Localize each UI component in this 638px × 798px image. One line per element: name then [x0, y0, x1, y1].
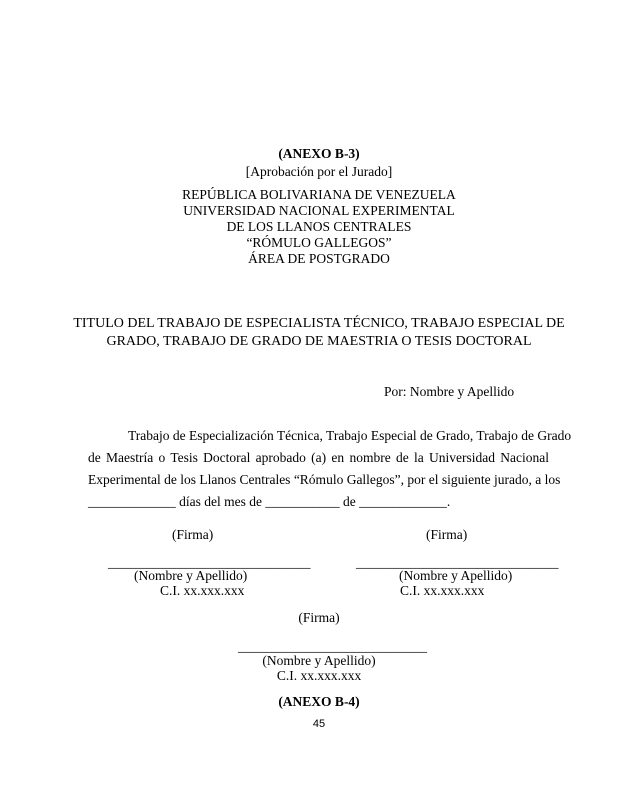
left-signature-line: ______________________________: [108, 555, 311, 570]
institution-line-4: “RÓMULO GALLEGOS”: [246, 235, 392, 250]
institution-line-5: ÁREA DE POSTGRADO: [248, 251, 390, 266]
left-signature-name: (Nombre y Apellido): [134, 568, 248, 583]
work-title-line-2: GRADO, TRABAJO DE GRADO DE MAESTRIA O TESIS DOCTORAL: [106, 334, 532, 349]
body-line-4: _____________ días del mes de ___________ de _____________.: [88, 494, 451, 509]
right-signature-line: ______________________________: [356, 555, 559, 570]
author-line: Por: Nombre y Apellido: [384, 384, 515, 399]
body-line-1: Trabajo de Especialización Técnica, Trabajo Especial de Grado, Trabajo de Grado: [128, 428, 572, 443]
center-signature-line: ____________________________: [238, 639, 427, 654]
body-line-2: de Maestría o Tesis Doctoral aprobado (a) en nombre de la Universidad Nacional: [88, 450, 549, 465]
left-signature-ci: C.I. xx.xxx.xxx: [160, 583, 245, 598]
body-line-3: Experimental de los Llanos Centrales “Rómulo Gallegos”, por el siguiente jurado, a los: [88, 472, 561, 487]
left-signature-firma: (Firma): [172, 527, 214, 542]
institution-line-2: UNIVERSIDAD NACIONAL EXPERIMENTAL: [183, 203, 455, 218]
institution-line-1: REPÚBLICA BOLIVARIANA DE VENEZUELA: [182, 187, 456, 202]
center-signature-firma: (Firma): [298, 610, 340, 625]
next-annex-title: (ANEXO B-4): [278, 694, 360, 709]
annex-subtitle: [Aprobación por el Jurado]: [245, 164, 393, 179]
right-signature-ci: C.I. xx.xxx.xxx: [400, 583, 485, 598]
center-signature-name: (Nombre y Apellido): [262, 653, 376, 668]
work-title-line-1: TITULO DEL TRABAJO DE ESPECIALISTA TÉCNICO, TRABAJO ESPECIAL DE: [73, 316, 565, 331]
right-signature-name: (Nombre y Apellido): [399, 568, 513, 583]
annex-title: (ANEXO B-3): [278, 146, 360, 161]
right-signature-firma: (Firma): [426, 527, 468, 542]
center-signature-ci: C.I. xx.xxx.xxx: [276, 668, 362, 683]
institution-line-3: DE LOS LLANOS CENTRALES: [226, 219, 412, 234]
page-number: 45: [312, 718, 326, 730]
